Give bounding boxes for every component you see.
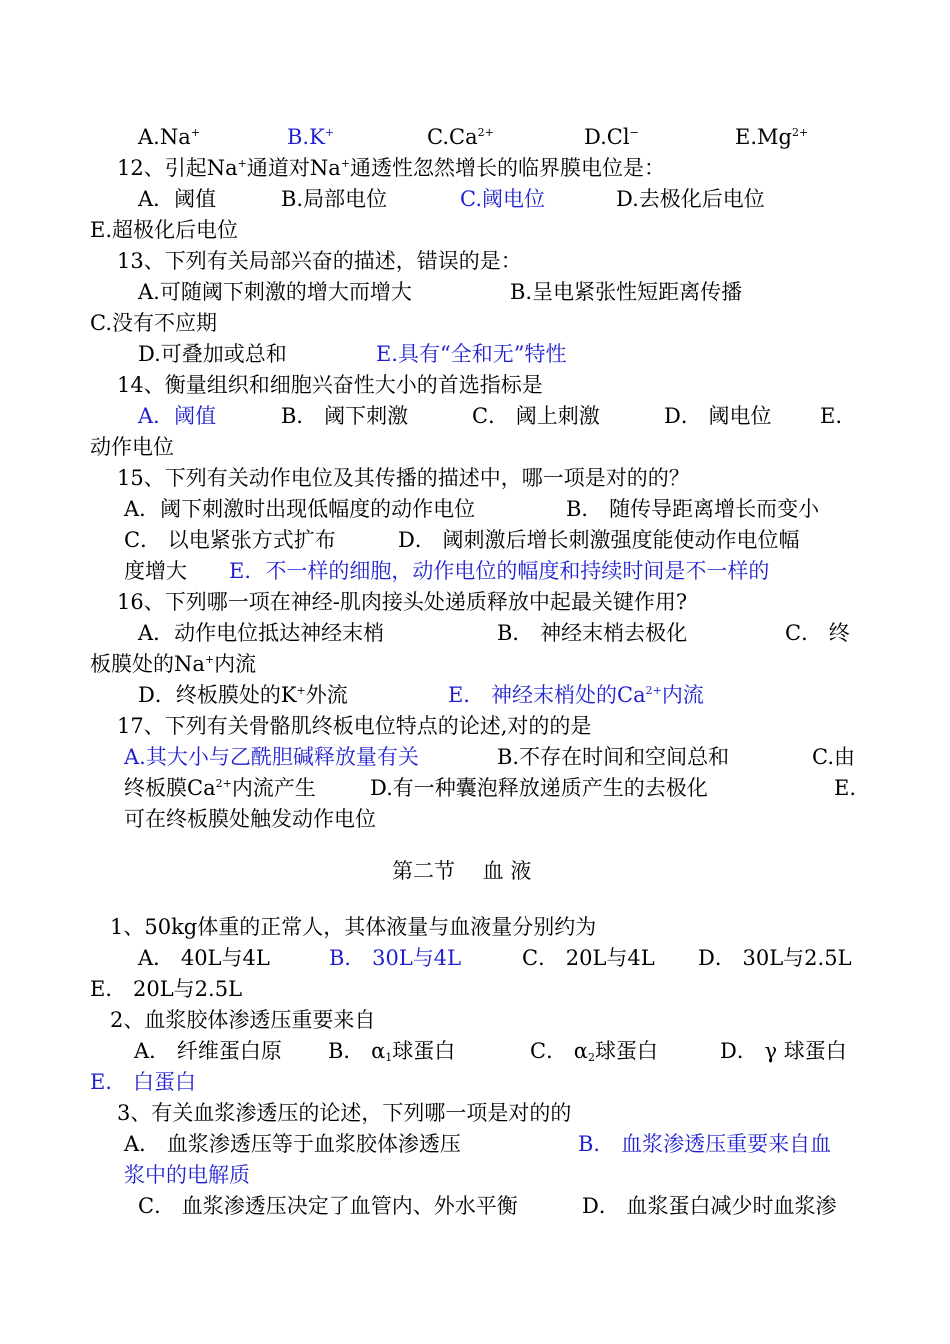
s2-q2-options-row xyxy=(0,1038,950,1064)
q17-option-b: B.不存在时间和空间总和 xyxy=(497,745,730,769)
s2-q3-options-row-2 xyxy=(0,1162,950,1188)
q15-options-row-3 xyxy=(0,558,950,584)
q14-option-b: B． 阈下刺激 xyxy=(281,404,409,428)
q17-options-row xyxy=(0,744,950,770)
s2-q1-option-d: D． 30L与2.5L xyxy=(698,946,852,970)
s2-q1-option-e: E． 20L与2.5L xyxy=(90,977,243,1001)
q12-option-c-answer: C.阈电位 xyxy=(460,187,545,211)
q12-option-a: A．阈值 xyxy=(138,187,217,211)
q11-option-a: A.Na+ xyxy=(138,125,200,149)
s2-q2-option-a: A． 纤维蛋白原 xyxy=(134,1039,282,1063)
q17-stem: 17、下列有关骨骼肌终板电位特点的论述,对的的是 xyxy=(117,714,592,738)
q15-options-row-2 xyxy=(0,527,950,553)
q14-option-c: C． 阈上刺激 xyxy=(472,404,600,428)
q16-option-c: C． 终 xyxy=(785,621,850,645)
q16-option-e-answer: E． 神经末梢处的$Ca^{2+}$内流 xyxy=(448,683,704,707)
q17-option-a-answer: A.其大小与乙酰胆碱释放量有关 xyxy=(124,745,419,769)
q14-options-row-2 xyxy=(0,434,950,460)
s2-q1-options-row-2 xyxy=(0,976,950,1002)
s2-q2-option-e-answer: E． 白蛋白 xyxy=(90,1070,197,1094)
q16-option-d: D．终板膜处的K+外流 xyxy=(138,683,348,707)
q17-option-e-text: 可在终板膜处触发动作电位 xyxy=(124,807,376,831)
q17-option-c: C.由 xyxy=(812,745,855,769)
q12-option-e: E.超极化后电位 xyxy=(90,218,239,242)
q16-options-row-2 xyxy=(0,651,950,677)
q11-option-c: $C.Ca^{2+}$ xyxy=(427,125,494,149)
q13-options-row-3 xyxy=(0,341,950,367)
q15-option-a: A．阈下刺激时出现低幅度的动作电位 xyxy=(124,497,476,521)
q13-option-e-answer: E.具有“全和无”特性 xyxy=(376,342,567,366)
q13-stem: 13、下列有关局部兴奋的描述，错误的是： xyxy=(117,249,522,273)
q16-option-a: A．动作电位抵达神经末梢 xyxy=(138,621,385,645)
q15-options-row xyxy=(0,496,950,522)
q17-option-c-cont: 终板膜$Ca^{2+}$内流产生 xyxy=(124,776,316,800)
q16-option-c-cont: 板膜处的Na+内流 xyxy=(90,652,257,676)
s2-q1-options-row xyxy=(0,945,950,971)
q14-option-e-text: 动作电位 xyxy=(90,435,174,459)
q17-options-row-3 xyxy=(0,806,950,832)
q11-option-d: D.Cl− xyxy=(584,125,639,149)
s2-q3-option-b-answer: B． 血浆渗透压重要来自血 xyxy=(578,1132,832,1156)
s2-q2-option-c: C． $\alpha_2$球蛋白 xyxy=(530,1039,658,1064)
s2-q2-option-b: B． $\alpha_1$球蛋白 xyxy=(328,1039,456,1064)
q13-option-b: B.呈电紧张性短距离传播 xyxy=(510,280,743,304)
q14-option-e: E. xyxy=(820,404,843,428)
q15-option-e-answer: E．不一样的细胞，动作电位的幅度和持续时间是不一样的 xyxy=(229,559,770,583)
q11-option-b-answer: B.K+ xyxy=(287,125,335,149)
s2-q3-options-row xyxy=(0,1131,950,1157)
section-title: 第二节 血 液 xyxy=(392,859,532,883)
s2-q3-option-c: C． 血浆渗透压决定了血管内、外水平衡 xyxy=(138,1194,518,1218)
s2-q3-option-d: D． 血浆蛋白减少时血浆渗 xyxy=(582,1194,837,1218)
s2-q3-stem: 3、有关血浆渗透压的论述，下列哪一项是对的的 xyxy=(117,1101,572,1125)
q16-option-b: B． 神经末梢去极化 xyxy=(497,621,688,645)
s2-q2-options-row-2 xyxy=(0,1069,950,1095)
q14-option-a-answer: A．阈值 xyxy=(138,404,217,428)
q15-option-d-cont: 度增大 xyxy=(124,559,187,583)
q13-options-row-2 xyxy=(0,310,950,336)
s2-q1-option-a: A． 40L与4L xyxy=(138,946,270,970)
q11-options-row xyxy=(0,124,950,150)
q12-stem: 12、引起Na+通道对Na+通透性忽然增长的临界膜电位是： xyxy=(117,156,665,180)
q16-stem: 16、下列哪一项在神经-肌肉接头处递质释放中起最关键作用? xyxy=(117,590,688,614)
s2-q3-options-row-3 xyxy=(0,1193,950,1219)
q17-option-d: D.有一种囊泡释放递质产生的去极化 xyxy=(370,776,708,800)
q13-option-a: A.可随阈下刺激的增大而增大 xyxy=(138,280,412,304)
q14-options-row xyxy=(0,403,950,429)
q11-option-e: $E.Mg^{2+}$ xyxy=(735,125,809,149)
s2-q3-option-b-answer-cont: 浆中的电解质 xyxy=(124,1163,250,1187)
q14-stem: 14、衡量组织和细胞兴奋性大小的首选指标是 xyxy=(117,373,543,397)
s2-q1-option-c: C． 20L与4L xyxy=(522,946,655,970)
q17-options-row-2 xyxy=(0,775,950,801)
q15-stem: 15、下列有关动作电位及其传播的描述中，哪一项是对的的？ xyxy=(117,466,690,490)
s2-q1-option-b-answer: B． 30L与4L xyxy=(329,946,462,970)
q12-options-row-2 xyxy=(0,217,950,243)
s2-q3-option-a: A． 血浆渗透压等于血浆胶体渗透压 xyxy=(124,1132,461,1156)
q15-option-d: D． 阈刺激后增长刺激强度能使动作电位幅 xyxy=(398,528,800,552)
q13-options-row xyxy=(0,279,950,305)
q16-options-row xyxy=(0,620,950,646)
s2-q2-stem: 2、血浆胶体渗透压重要来自 xyxy=(110,1008,376,1032)
q15-option-b: B． 随传导距离增长而变小 xyxy=(566,497,820,521)
q12-option-b: B.局部电位 xyxy=(281,187,388,211)
s2-q2-option-d: D． γ 球蛋白 xyxy=(720,1039,847,1063)
q13-option-d: D.可叠加或总和 xyxy=(138,342,287,366)
q15-option-c: C． 以电紧张方式扩布 xyxy=(124,528,336,552)
q13-option-c: C.没有不应期 xyxy=(90,311,217,335)
q12-options-row xyxy=(0,186,950,212)
q14-option-d: D． 阈电位 xyxy=(664,404,772,428)
q17-option-e: E. xyxy=(834,776,857,800)
s2-q1-stem: 1、50kg体重的正常人，其体液量与血液量分别约为 xyxy=(110,915,597,939)
q16-options-row-3 xyxy=(0,682,950,708)
q12-option-d: D.去极化后电位 xyxy=(616,187,765,211)
